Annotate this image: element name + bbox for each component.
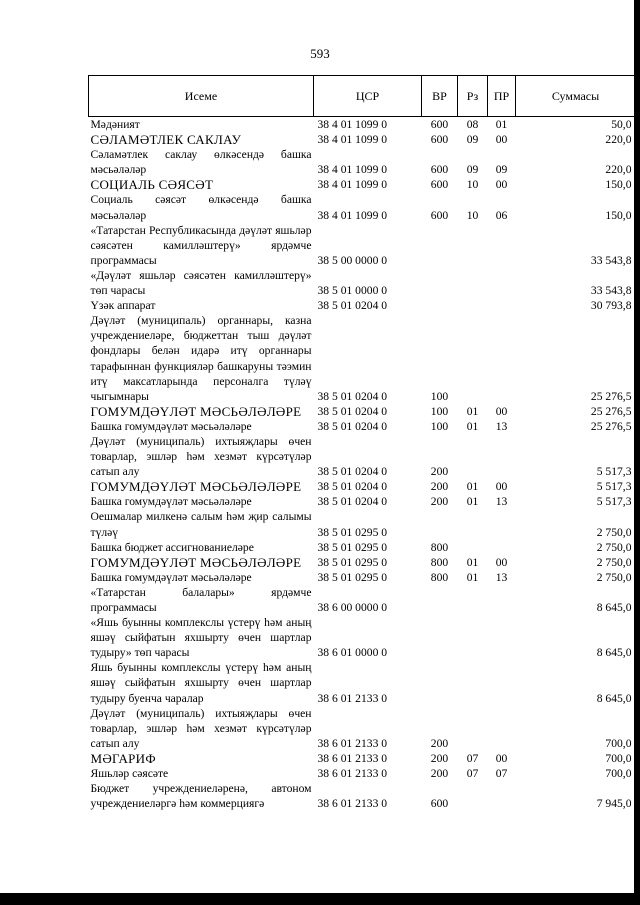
cell-rz: 01 (466, 404, 479, 418)
budget-table (88, 75, 636, 811)
cell-pr: 00 (495, 178, 508, 192)
table-row (89, 585, 636, 615)
cell-pr (488, 660, 516, 705)
cell-vr: 200 (430, 465, 449, 479)
cell-rz: 01 (466, 419, 479, 433)
cell-pr: 00 (495, 133, 508, 147)
cell-vr: 600 (430, 133, 449, 147)
cell-rz: 07 (466, 751, 479, 765)
cell-csr: 38 5 01 0295 0 (317, 555, 388, 569)
cell-rz: 10 (466, 178, 479, 192)
cell-csr: 38 6 01 2133 0 (317, 736, 388, 750)
cell-sum: 2 750,0 (596, 555, 632, 569)
table-row (89, 660, 636, 705)
header-sum: Суммасы (516, 76, 636, 117)
cell-name: Дәүләт (муниципаль) ихтыяҗлары өчен товарлар, эшләр һәм хезмәт күрсәтүләр сатып алу (90, 434, 312, 479)
cell-name: СӘЛАМӘТЛЕК САКЛАУ (90, 132, 242, 148)
cell-sum: 50,0 (611, 118, 632, 131)
cell-csr: 38 5 01 0295 0 (317, 570, 388, 584)
cell-name: Мәдәният (90, 118, 140, 131)
cell-sum: 8 645,0 (596, 691, 632, 705)
cell-pr: 00 (495, 555, 508, 569)
cell-csr: 38 5 01 0204 0 (317, 299, 388, 313)
cell-rz: 01 (466, 570, 479, 584)
cell-vr: 600 (430, 178, 449, 192)
cell-csr: 38 6 01 2133 0 (317, 691, 388, 705)
table-row (89, 268, 636, 298)
cell-csr: 38 5 01 0204 0 (317, 495, 388, 509)
cell-name: Башка бюджет ассигнованиеләре (90, 540, 254, 554)
table-row (89, 419, 636, 434)
cell-csr: 38 6 00 0000 0 (317, 601, 388, 614)
cell-pr (488, 268, 516, 298)
cell-rz: 10 (466, 208, 479, 222)
cell-name: Дәүләт (муниципаль) органнары, казна учреждениеләре, бюджеттан тыш дәүләт фондлары белән идарә итү органнары тарафыннан функцияләр башкаруны тәэмин итү максатларында персоналга түләү чыгымнары (90, 314, 312, 403)
cell-sum: 33 543,8 (590, 284, 632, 298)
table-row (89, 313, 636, 404)
cell-rz: 01 (466, 480, 479, 494)
cell-pr: 00 (495, 404, 508, 418)
cell-pr (488, 706, 516, 751)
cell-vr: 800 (430, 555, 449, 569)
cell-vr: 200 (430, 751, 449, 765)
cell-pr (488, 615, 516, 660)
cell-csr: 38 5 01 0295 0 (317, 540, 388, 554)
cell-rz (458, 660, 488, 705)
cell-csr: 38 4 01 1099 0 (317, 163, 388, 177)
page-number: 593 (310, 46, 330, 61)
table-row (89, 479, 636, 494)
cell-vr: 600 (430, 797, 449, 811)
cell-pr (488, 313, 516, 404)
table-body (89, 117, 636, 812)
cell-pr: 13 (495, 419, 508, 433)
cell-vr: 800 (430, 570, 449, 584)
table-row (89, 570, 636, 585)
cell-vr: 800 (430, 540, 449, 554)
cell-csr: 38 4 01 1099 0 (317, 208, 388, 222)
cell-csr: 38 5 01 0204 0 (317, 465, 388, 479)
cell-csr: 38 4 01 1099 0 (317, 178, 388, 192)
cell-vr: 200 (430, 767, 449, 781)
table-row (89, 223, 636, 268)
cell-csr: 38 5 01 0204 0 (317, 419, 388, 433)
cell-sum: 5 517,3 (596, 465, 632, 479)
cell-vr (422, 268, 458, 298)
cell-name: Дәүләт (муниципаль) ихтыяҗлары өчен товарлар, эшләр һәм хезмәт күрсәтүләр сатып алу (90, 706, 312, 750)
table-row (89, 434, 636, 479)
table-row (89, 404, 636, 419)
cell-rz (458, 434, 488, 479)
cell-csr: 38 6 01 2133 0 (317, 767, 388, 781)
cell-rz (458, 313, 488, 404)
table-row (89, 509, 636, 539)
cell-pr (488, 509, 516, 539)
cell-name: «Татарстан балалары» ярдәмче программасы (90, 585, 312, 614)
cell-rz: 07 (466, 767, 479, 781)
cell-vr: 100 (430, 419, 449, 433)
cell-pr: 13 (495, 570, 508, 584)
cell-rz: 08 (466, 118, 479, 131)
cell-vr: 100 (430, 389, 449, 403)
cell-vr: 200 (430, 480, 449, 494)
cell-pr (488, 585, 516, 615)
cell-sum: 700,0 (605, 767, 632, 781)
table-row (89, 147, 636, 177)
cell-sum: 25 276,5 (590, 419, 632, 433)
cell-sum: 2 750,0 (596, 570, 632, 584)
table-row (89, 494, 636, 509)
table-row (89, 117, 636, 133)
header-pr: ПР (488, 76, 516, 117)
cell-pr (488, 540, 516, 555)
cell-sum: 25 276,5 (590, 404, 632, 418)
cell-sum: 7 945,0 (596, 797, 632, 811)
cell-rz (458, 268, 488, 298)
cell-name: ГОМУМДӘҮЛӘТ МӘСЬӘЛӘЛӘРЕ (90, 554, 302, 570)
cell-name: Яшь буынны комплекслы үстерү һәм аның яшәү сыйфатын яхшырту өчен шартлар тудыру буенча чаралар (90, 661, 312, 705)
cell-csr: 38 5 01 0295 0 (317, 525, 388, 539)
cell-sum: 2 750,0 (596, 540, 632, 554)
cell-name: Социаль сәясәт өлкәсендә башка мәсьәләләр (90, 193, 312, 222)
cell-pr: 13 (495, 495, 508, 509)
cell-name: МӘГАРИФ (90, 750, 156, 766)
cell-vr (422, 298, 458, 313)
cell-sum: 150,0 (605, 178, 632, 192)
cell-csr: 38 5 01 0204 0 (317, 389, 388, 403)
cell-rz (458, 223, 488, 268)
cell-csr: 38 5 01 0204 0 (317, 480, 388, 494)
cell-pr: 06 (495, 208, 508, 222)
table-row (89, 298, 636, 313)
header-vr: ВР (422, 76, 458, 117)
table-row (89, 540, 636, 555)
cell-name: Оешмалар милкенә салым һәм җир салымы түләү (90, 510, 312, 539)
cell-sum: 5 517,3 (596, 480, 632, 494)
cell-vr: 200 (430, 495, 449, 509)
cell-rz: 01 (466, 555, 479, 569)
cell-csr: 38 5 00 0000 0 (317, 253, 388, 267)
cell-rz (458, 509, 488, 539)
cell-csr: 38 4 01 1099 0 (317, 133, 388, 147)
cell-rz: 09 (466, 133, 479, 147)
cell-sum: 220,0 (605, 163, 632, 177)
cell-name: «Дәүләт яшьләр сәясәтен камилләштерү» төп чарасы (90, 268, 312, 298)
cell-pr: 01 (495, 118, 508, 131)
table-row (89, 751, 636, 766)
cell-sum: 2 750,0 (596, 525, 632, 539)
cell-name: Сәламәтлек саклау өлкәсендә башка мәсьәләләр (90, 148, 312, 177)
cell-rz: 01 (466, 495, 479, 509)
cell-sum: 5 517,3 (596, 495, 632, 509)
table-header (89, 76, 636, 117)
cell-csr: 38 6 01 2133 0 (317, 751, 388, 765)
cell-pr: 09 (495, 163, 508, 177)
cell-name: Башка гомумдәүләт мәсьәләләре (90, 570, 252, 584)
header-rz: Рз (458, 76, 488, 117)
cell-vr (422, 509, 458, 539)
cell-rz (458, 298, 488, 313)
table-row (89, 706, 636, 751)
cell-sum: 220,0 (605, 133, 632, 147)
table-row (89, 192, 636, 222)
cell-pr (488, 223, 516, 268)
header-name: Исеме (89, 76, 314, 117)
cell-rz: 09 (466, 163, 479, 177)
cell-rz (458, 615, 488, 660)
cell-vr: 600 (430, 118, 449, 131)
cell-vr: 100 (430, 404, 449, 418)
header-csr: ЦСР (314, 76, 422, 117)
cell-csr: 38 6 01 2133 0 (317, 797, 388, 811)
cell-name: Яшьләр сәясәте (90, 767, 169, 781)
cell-sum: 33 543,8 (590, 253, 632, 267)
cell-name: «Яшь буынны комплекслы үстерү һәм аның яшәү сыйфатын яхшырту өчен шартлар тудыру» төп чарасы (90, 616, 312, 660)
cell-sum: 8 645,0 (596, 601, 632, 614)
cell-vr: 600 (430, 208, 449, 222)
cell-sum: 30 793,8 (590, 299, 632, 313)
cell-name: Үзәк аппарат (90, 299, 156, 313)
cell-pr (488, 781, 516, 811)
table-row (89, 132, 636, 147)
cell-name: Башка гомумдәүләт мәсьәләләре (90, 495, 252, 509)
cell-sum: 700,0 (605, 751, 632, 765)
cell-csr: 38 6 01 0000 0 (317, 646, 388, 660)
cell-sum: 8 645,0 (596, 646, 632, 660)
cell-rz (458, 706, 488, 751)
cell-csr: 38 5 01 0000 0 (317, 284, 388, 298)
cell-vr (422, 223, 458, 268)
cell-vr (422, 660, 458, 705)
cell-sum: 700,0 (605, 736, 632, 750)
cell-pr: 00 (495, 751, 508, 765)
cell-name: ГОМУМДӘҮЛӘТ МӘСЬӘЛӘЛӘРЕ (90, 479, 302, 495)
table-row (89, 766, 636, 781)
page-border-bottom (0, 893, 640, 905)
cell-name: Бюджет учреждениеләренә, автоном учреждениеләргә һәм коммерциягә (90, 782, 312, 811)
cell-vr: 600 (430, 163, 449, 177)
cell-rz (458, 781, 488, 811)
cell-csr: 38 5 01 0204 0 (317, 404, 388, 418)
table-row (89, 555, 636, 570)
cell-pr (488, 434, 516, 479)
cell-sum: 150,0 (605, 208, 632, 222)
cell-name: СОЦИАЛЬ СӘЯСӘТ (90, 177, 214, 193)
cell-rz (458, 540, 488, 555)
cell-name: «Татарстан Республикасында дәүләт яшьләр сәясәтен камилләштерү» ярдәмче программасы (90, 223, 312, 267)
cell-vr (422, 615, 458, 660)
table-row (89, 781, 636, 811)
cell-rz (458, 585, 488, 615)
cell-pr (488, 298, 516, 313)
cell-vr (422, 585, 458, 615)
table-row (89, 615, 636, 660)
cell-name: Башка гомумдәүләт мәсьәләләре (90, 419, 252, 433)
table-row (89, 177, 636, 192)
cell-pr: 07 (495, 767, 508, 781)
cell-sum: 25 276,5 (590, 389, 632, 403)
cell-pr: 00 (495, 480, 508, 494)
cell-csr: 38 4 01 1099 0 (317, 118, 388, 131)
cell-name: ГОМУМДӘҮЛӘТ МӘСЬӘЛӘЛӘРЕ (90, 403, 302, 419)
cell-vr: 200 (430, 736, 449, 750)
